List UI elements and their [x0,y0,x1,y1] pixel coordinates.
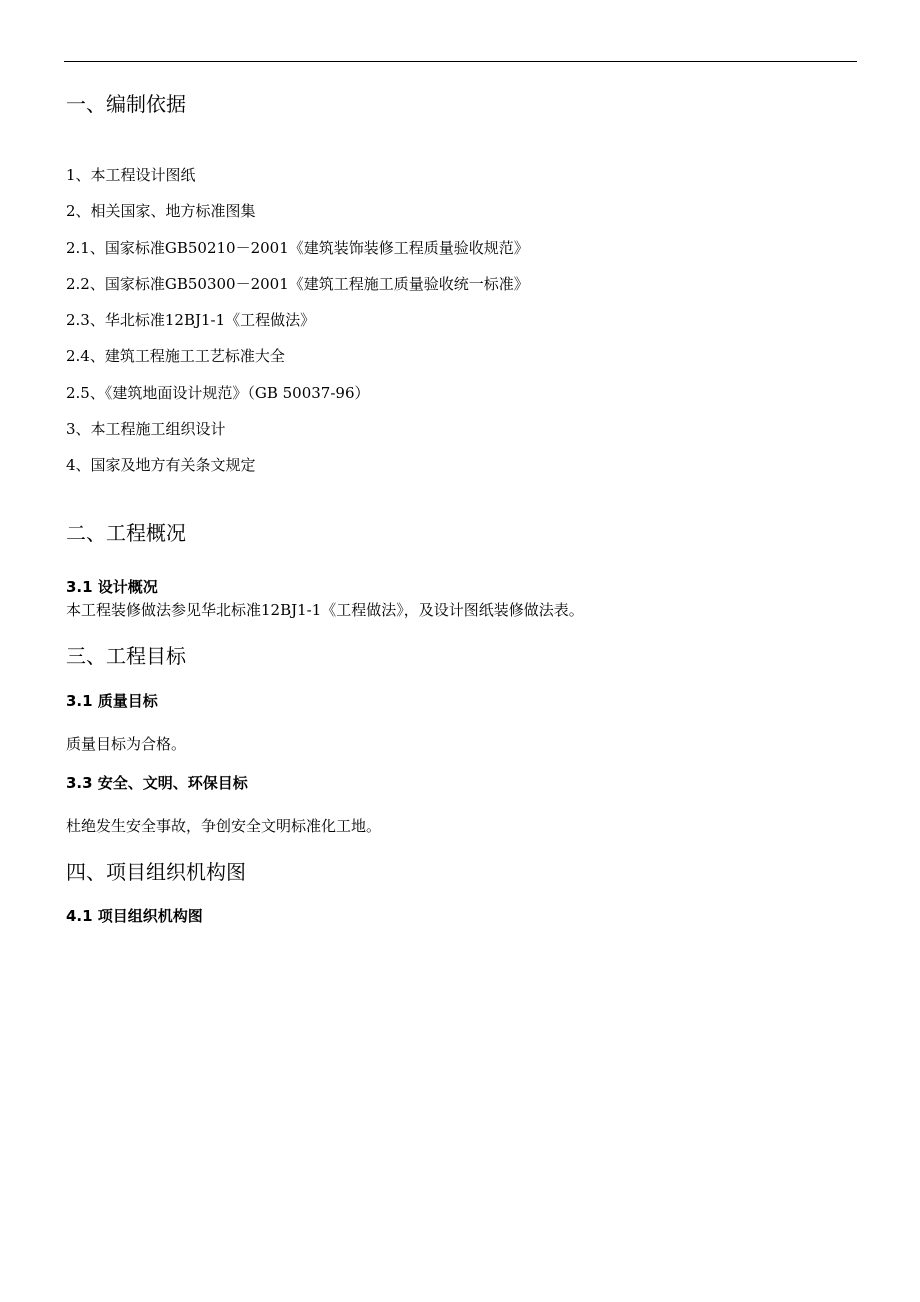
overview-text: 本工程装修做法参见华北标准12BJ1-1《工程做法》，及设计图纸装修做法表。 [66,601,584,619]
safety-goal-text: 杜绝发生安全事故，争创安全文明标准化工地。 [66,817,382,835]
header-rule [64,61,857,62]
basis-item-2-5: 2.5、《建筑地面设计规范》（GB 50037-96） [66,384,370,402]
basis-item-2-1: 2.1、国家标准GB50210－2001《建筑装饰装修工程质量验收规范》 [66,239,529,257]
section-heading-org: 四、项目组织机构图 [66,860,246,884]
sub-heading-safety-goal: 3.3 安全、文明、环保目标 [66,774,248,792]
basis-item-2-2: 2.2、国家标准GB50300－2001《建筑工程施工质量验收统一标准》 [66,275,529,293]
section-heading-goals: 三、工程目标 [66,644,186,668]
basis-item-2-4: 2.4、建筑工程施工工艺标准大全 [66,347,285,365]
basis-item-4: 4、国家及地方有关条文规定 [66,456,256,474]
basis-item-1: 1、本工程设计图纸 [66,166,196,184]
sub-heading-quality-goal: 3.1 质量目标 [66,692,158,710]
sub-heading-org-chart: 4.1 项目组织机构图 [66,907,203,925]
basis-item-3: 3、本工程施工组织设计 [66,420,226,438]
basis-item-2: 2、相关国家、地方标准图集 [66,202,256,220]
basis-item-2-3: 2.3、华北标准12BJ1-1《工程做法》 [66,311,316,329]
sub-heading-design-overview: 3.1 设计概况 [66,578,158,596]
section-heading-basis: 一、编制依据 [66,92,186,116]
section-heading-overview: 二、工程概况 [66,521,186,545]
quality-goal-text: 质量目标为合格。 [66,735,187,753]
